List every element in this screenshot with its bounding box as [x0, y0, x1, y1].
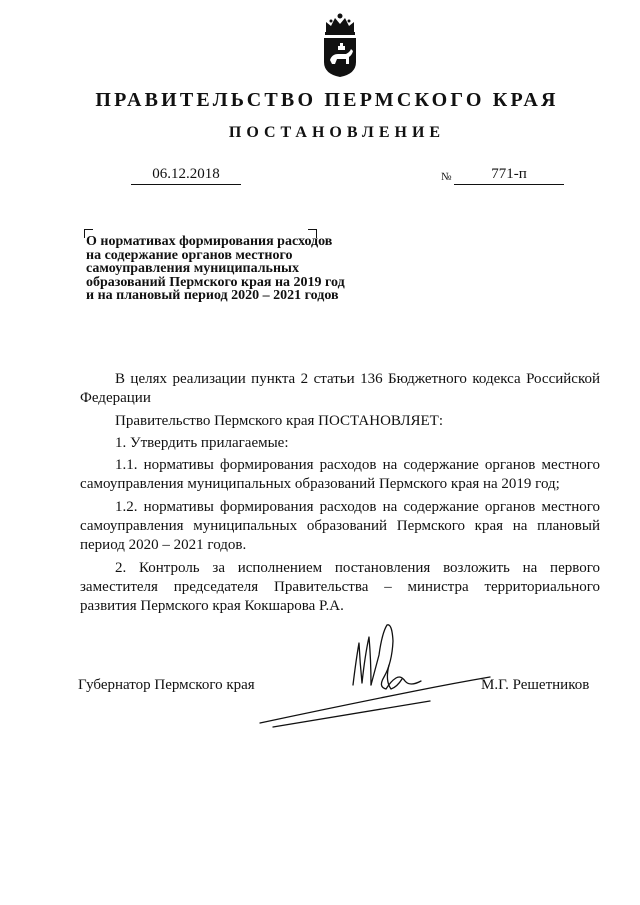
document-number: 771-п	[454, 165, 564, 185]
document-type-title: ПОСТАНОВЛЕНИЕ	[228, 124, 446, 141]
document-number-label: №	[441, 171, 452, 183]
signatory-name: М.Г. Решетников	[481, 677, 590, 693]
subject-line: образований Пермского края на 2019 год	[86, 274, 345, 290]
body-paragraph: 1.1. нормативы формирования расходов на содержание органов местного самоуправления муниципальных образований Пермского края на 2019 год;	[80, 457, 600, 492]
subject-line: самоуправления муниципальных	[86, 261, 299, 276]
signatory-role: Губернатор Пермского края	[78, 677, 255, 693]
subject-line: О нормативах формирования расходов	[86, 234, 333, 249]
document-body	[80, 370, 600, 620]
handwritten-signature-icon	[255, 615, 505, 730]
body-paragraph: 1. Утвердить прилагаемые:	[115, 435, 289, 451]
body-paragraph: 1.2. нормативы формирования расходов на содержание органов местного самоуправления муниципальных образований Пермского края на плановый период 2020 – 2021 годов.	[80, 499, 600, 553]
body-paragraph: В целях реализации пункта 2 статьи 136 Бюджетного кодекса Российской Федерации	[80, 371, 600, 406]
document-date: 06.12.2018	[131, 165, 241, 185]
perm-krai-coat-of-arms-icon	[318, 12, 362, 78]
government-title: ПРАВИТЕЛЬСТВО ПЕРМСКОГО КРАЯ	[95, 89, 559, 111]
body-paragraph: 2. Контроль за исполнением постановления возложить на первого заместителя председателя Правительства – министра территориального развития Пермского края Кокшарова Р.А.	[80, 560, 600, 614]
subject-line: и на плановый период 2020 – 2021 годов	[86, 288, 339, 303]
body-paragraph: Правительство Пермского края ПОСТАНОВЛЯЕТ:	[115, 413, 444, 429]
document-subject	[86, 235, 406, 303]
subject-line: на содержание органов местного	[86, 247, 293, 263]
